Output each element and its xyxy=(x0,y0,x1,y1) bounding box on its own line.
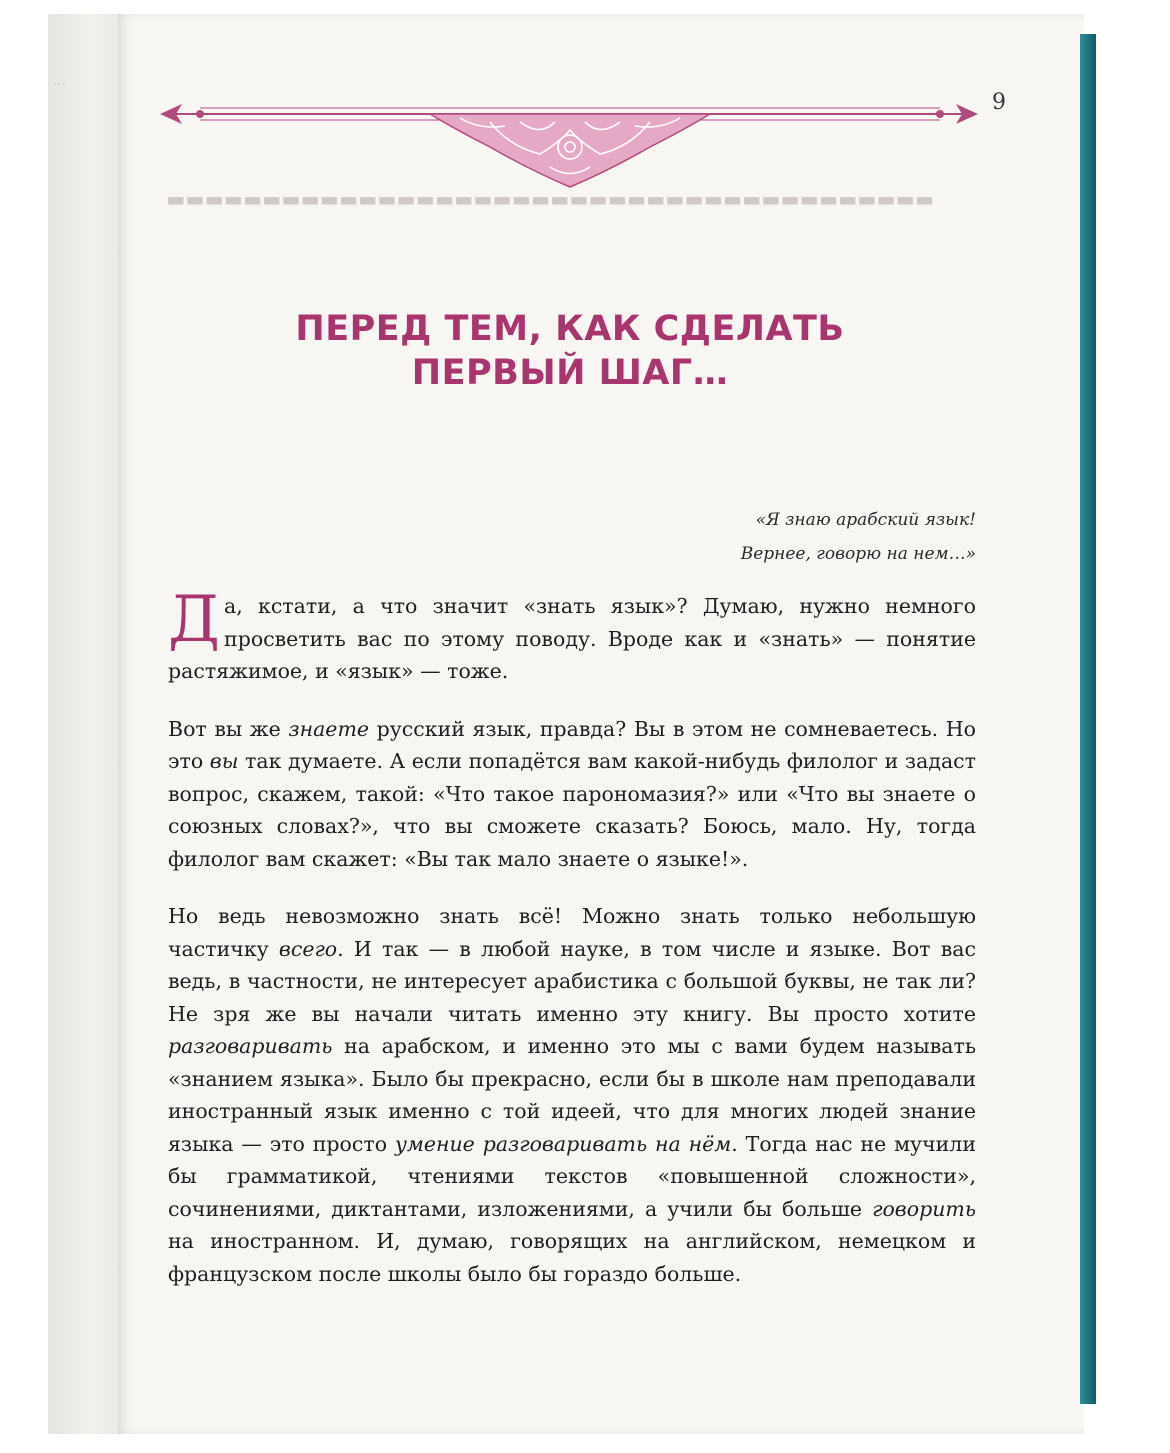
show-through-text: ▬▬▬▬▬▬▬▬▬▬▬▬▬▬▬▬▬▬▬▬▬▬▬▬▬▬▬▬▬▬▬▬▬▬▬▬▬▬▬▬ xyxy=(166,187,934,211)
p2-text-e: так думаете. А если попадётся вам какой-нибудь филолог и задаст вопрос, скажем, такой: «Что такое парономазия?» или «Что вы знаете о союзных словах?», что вы сможете сказать? Боюсь, мало. Ну, тогда филолог вам скажет: «Вы так мало знаете о языке!». xyxy=(168,749,976,871)
p2-text-a: Вот вы же xyxy=(168,716,289,741)
paragraph-1-text: а, кстати, а что значит «знать язык»? Думаю, нужно немного просветить вас по этому поводу. Вроде как и «знать» — понятие растяжимое, и «язык» — тоже. xyxy=(168,594,976,683)
p3-italic-d: разговаривать xyxy=(168,1034,333,1058)
p3-italic-b: всего xyxy=(278,936,338,961)
p3-text-i: на иностранном. И, думаю, говорящих на английском, немецком и французском после школы было бы гораздо больше. xyxy=(168,1229,976,1286)
p3-text-g: . Тогда нас не мучили бы грамматикой, чтениями текстов «повышенной сложности», сочинениями, диктантами, изложениями, а учили бы больше xyxy=(168,1131,976,1221)
p2-italic-b: знаете xyxy=(288,716,370,741)
left-margin-text: … xyxy=(52,73,66,89)
paragraph-1 xyxy=(168,583,976,688)
p3-text-c: . И так — в любой науке, в том числе и языке. Вот вас ведь, в частности, не интересует арабистика с большой буквы, не так ли? Не зря же вы начали читать именно эту книгу. Вы просто хотите xyxy=(168,936,976,1026)
page-number: 9 xyxy=(992,90,1006,115)
heading-line-1: ПЕРЕД ТЕМ, КАК СДЕЛАТЬ xyxy=(295,309,845,349)
p3-italic-f: умение разговаривать на нём xyxy=(394,1131,732,1156)
epigraph xyxy=(741,503,976,571)
cover-edge xyxy=(1080,34,1096,1404)
p2-text-c: русский язык, правда? Вы в этом не сомневаетесь. Но это xyxy=(168,716,976,773)
epigraph-line-1: «Я знаю арабский язык! xyxy=(755,510,976,530)
p3-text-a: Но ведь невозможно знать всё! Можно знать только небольшую частичку xyxy=(168,904,976,961)
heading-line-2: ПЕРВЫЙ ШАГ… xyxy=(411,353,729,393)
epigraph-line-2: Вернее, говорю на нем…» xyxy=(740,544,976,564)
p3-text-e: на арабском, и именно это мы с вами будем называть «знанием языка». Было бы прекрасно, если бы в школе нам преподавали иностранный язык именно с той идеей, что для многих людей знание языка — это просто xyxy=(168,1034,976,1156)
p3-italic-h: говорить xyxy=(872,1196,976,1221)
header-ornament xyxy=(160,92,980,192)
paragraph-3 xyxy=(168,900,976,1290)
chapter-heading xyxy=(230,307,910,395)
body-text xyxy=(168,583,976,1315)
p2-italic-d: вы xyxy=(209,749,239,773)
paragraph-2 xyxy=(168,713,976,876)
drop-cap: Д xyxy=(168,583,221,657)
